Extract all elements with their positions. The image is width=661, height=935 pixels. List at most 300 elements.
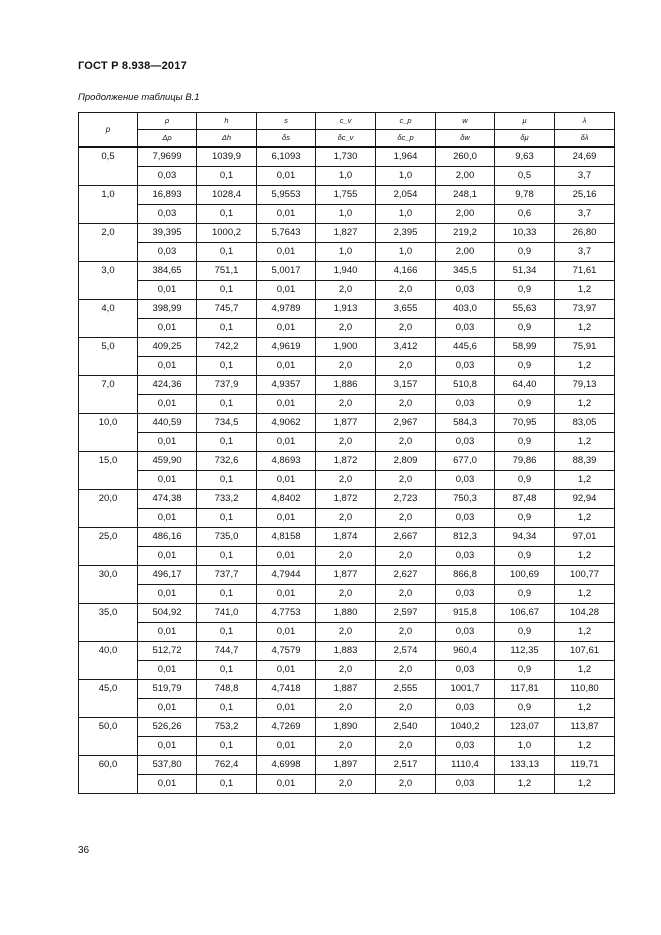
value-cell: 100,69 bbox=[495, 566, 555, 585]
pressure-cell: 7,0 bbox=[79, 376, 138, 395]
uncertainty-cell: 1,2 bbox=[555, 357, 615, 376]
table-row bbox=[79, 566, 615, 585]
value-cell: 3,412 bbox=[376, 338, 436, 357]
uncertainty-cell: 0,03 bbox=[436, 433, 495, 452]
uncertainty-cell: 0,01 bbox=[257, 471, 316, 490]
header-uncertainty: δw bbox=[436, 130, 495, 148]
value-cell: 1,886 bbox=[316, 376, 376, 395]
value-cell: 5,7643 bbox=[257, 224, 316, 243]
header-uncertainty: δμ bbox=[495, 130, 555, 148]
uncertainty-cell: 0,01 bbox=[138, 775, 197, 794]
uncertainty-cell: 1,0 bbox=[376, 167, 436, 186]
uncertainty-cell: 0,01 bbox=[138, 433, 197, 452]
uncertainty-cell: 0,03 bbox=[436, 395, 495, 414]
value-cell: 1,890 bbox=[316, 718, 376, 737]
value-cell: 55,63 bbox=[495, 300, 555, 319]
uncertainty-cell: 0,01 bbox=[257, 357, 316, 376]
uncertainty-cell: 2,0 bbox=[376, 737, 436, 756]
uncertainty-cell: 0,9 bbox=[495, 661, 555, 680]
pressure-cell-empty bbox=[79, 547, 138, 566]
uncertainty-cell: 1,2 bbox=[555, 585, 615, 604]
table-row-uncertainty bbox=[79, 167, 615, 186]
uncertainty-cell: 1,0 bbox=[495, 737, 555, 756]
value-cell: 2,809 bbox=[376, 452, 436, 471]
pressure-cell: 40,0 bbox=[79, 642, 138, 661]
uncertainty-cell: 0,01 bbox=[257, 243, 316, 262]
value-cell: 6,1093 bbox=[257, 147, 316, 167]
header-uncertainty: Δh bbox=[197, 130, 257, 148]
table-row bbox=[79, 718, 615, 737]
uncertainty-cell: 0,01 bbox=[138, 509, 197, 528]
uncertainty-cell: 3,7 bbox=[555, 167, 615, 186]
value-cell: 3,655 bbox=[376, 300, 436, 319]
table-row-uncertainty bbox=[79, 395, 615, 414]
pressure-cell-empty bbox=[79, 357, 138, 376]
uncertainty-cell: 3,7 bbox=[555, 205, 615, 224]
uncertainty-cell: 2,0 bbox=[376, 471, 436, 490]
table-row-uncertainty bbox=[79, 357, 615, 376]
value-cell: 1,964 bbox=[376, 147, 436, 167]
uncertainty-cell: 0,9 bbox=[495, 509, 555, 528]
uncertainty-cell: 1,2 bbox=[555, 471, 615, 490]
value-cell: 87,48 bbox=[495, 490, 555, 509]
value-cell: 119,71 bbox=[555, 756, 615, 775]
value-cell: 4,7269 bbox=[257, 718, 316, 737]
value-cell: 737,9 bbox=[197, 376, 257, 395]
table-row-uncertainty bbox=[79, 471, 615, 490]
header-quantity: w bbox=[436, 113, 495, 130]
uncertainty-cell: 2,0 bbox=[316, 509, 376, 528]
value-cell: 424,36 bbox=[138, 376, 197, 395]
value-cell: 2,574 bbox=[376, 642, 436, 661]
uncertainty-cell: 1,2 bbox=[555, 547, 615, 566]
uncertainty-cell: 0,01 bbox=[257, 433, 316, 452]
value-cell: 735,0 bbox=[197, 528, 257, 547]
table-row bbox=[79, 490, 615, 509]
table-row-uncertainty bbox=[79, 661, 615, 680]
pressure-cell: 3,0 bbox=[79, 262, 138, 281]
uncertainty-cell: 1,2 bbox=[555, 433, 615, 452]
value-cell: 5,9553 bbox=[257, 186, 316, 205]
uncertainty-cell: 1,0 bbox=[376, 205, 436, 224]
value-cell: 133,13 bbox=[495, 756, 555, 775]
value-cell: 100,77 bbox=[555, 566, 615, 585]
value-cell: 51,34 bbox=[495, 262, 555, 281]
value-cell: 409,25 bbox=[138, 338, 197, 357]
uncertainty-cell: 0,9 bbox=[495, 357, 555, 376]
value-cell: 4,7753 bbox=[257, 604, 316, 623]
pressure-cell: 45,0 bbox=[79, 680, 138, 699]
value-cell: 753,2 bbox=[197, 718, 257, 737]
value-cell: 39,395 bbox=[138, 224, 197, 243]
uncertainty-cell: 2,0 bbox=[316, 357, 376, 376]
uncertainty-cell: 0,01 bbox=[138, 319, 197, 338]
uncertainty-cell: 0,9 bbox=[495, 547, 555, 566]
value-cell: 3,157 bbox=[376, 376, 436, 395]
uncertainty-cell: 1,2 bbox=[555, 699, 615, 718]
uncertainty-cell: 2,0 bbox=[316, 775, 376, 794]
uncertainty-cell: 2,0 bbox=[376, 357, 436, 376]
value-cell: 5,0017 bbox=[257, 262, 316, 281]
uncertainty-cell: 0,1 bbox=[197, 471, 257, 490]
uncertainty-cell: 0,1 bbox=[197, 357, 257, 376]
uncertainty-cell: 0,03 bbox=[436, 623, 495, 642]
value-cell: 812,3 bbox=[436, 528, 495, 547]
table-row-uncertainty bbox=[79, 623, 615, 642]
value-cell: 4,6998 bbox=[257, 756, 316, 775]
uncertainty-cell: 2,0 bbox=[376, 547, 436, 566]
header-uncertainty: Δρ bbox=[138, 130, 197, 148]
value-cell: 734,5 bbox=[197, 414, 257, 433]
header-quantity: ρ bbox=[138, 113, 197, 130]
table-row-uncertainty bbox=[79, 547, 615, 566]
value-cell: 83,05 bbox=[555, 414, 615, 433]
value-cell: 445,6 bbox=[436, 338, 495, 357]
table-row bbox=[79, 224, 615, 243]
pressure-cell: 0,5 bbox=[79, 147, 138, 167]
value-cell: 1,874 bbox=[316, 528, 376, 547]
uncertainty-cell: 0,03 bbox=[436, 471, 495, 490]
table-row bbox=[79, 680, 615, 699]
pressure-cell: 10,0 bbox=[79, 414, 138, 433]
value-cell: 4,9619 bbox=[257, 338, 316, 357]
header-quantity: s bbox=[257, 113, 316, 130]
uncertainty-cell: 0,9 bbox=[495, 395, 555, 414]
value-cell: 748,8 bbox=[197, 680, 257, 699]
value-cell: 1,940 bbox=[316, 262, 376, 281]
value-cell: 1000,2 bbox=[197, 224, 257, 243]
table-row-uncertainty bbox=[79, 205, 615, 224]
value-cell: 750,3 bbox=[436, 490, 495, 509]
table-row-uncertainty bbox=[79, 509, 615, 528]
pressure-cell-empty bbox=[79, 509, 138, 528]
uncertainty-cell: 0,03 bbox=[436, 775, 495, 794]
table-row-uncertainty bbox=[79, 433, 615, 452]
uncertainty-cell: 0,01 bbox=[257, 737, 316, 756]
value-cell: 510,8 bbox=[436, 376, 495, 395]
uncertainty-cell: 0,01 bbox=[257, 699, 316, 718]
value-cell: 1,730 bbox=[316, 147, 376, 167]
uncertainty-cell: 0,1 bbox=[197, 585, 257, 604]
uncertainty-cell: 0,01 bbox=[257, 509, 316, 528]
uncertainty-cell: 0,9 bbox=[495, 699, 555, 718]
value-cell: 2,667 bbox=[376, 528, 436, 547]
value-cell: 403,0 bbox=[436, 300, 495, 319]
uncertainty-cell: 0,01 bbox=[138, 471, 197, 490]
pressure-cell-empty bbox=[79, 205, 138, 224]
value-cell: 1,877 bbox=[316, 566, 376, 585]
table-row bbox=[79, 414, 615, 433]
uncertainty-cell: 2,0 bbox=[316, 547, 376, 566]
value-cell: 2,540 bbox=[376, 718, 436, 737]
value-cell: 537,80 bbox=[138, 756, 197, 775]
uncertainty-cell: 2,00 bbox=[436, 205, 495, 224]
value-cell: 2,597 bbox=[376, 604, 436, 623]
table-row bbox=[79, 604, 615, 623]
uncertainty-cell: 1,2 bbox=[555, 623, 615, 642]
uncertainty-cell: 0,03 bbox=[436, 737, 495, 756]
uncertainty-cell: 0,9 bbox=[495, 243, 555, 262]
uncertainty-cell: 0,9 bbox=[495, 585, 555, 604]
table-row-uncertainty bbox=[79, 585, 615, 604]
uncertainty-cell: 0,01 bbox=[257, 775, 316, 794]
uncertainty-cell: 0,1 bbox=[197, 509, 257, 528]
pressure-cell: 2,0 bbox=[79, 224, 138, 243]
value-cell: 4,8402 bbox=[257, 490, 316, 509]
value-cell: 915,8 bbox=[436, 604, 495, 623]
value-cell: 1,755 bbox=[316, 186, 376, 205]
table-row-uncertainty bbox=[79, 281, 615, 300]
pressure-cell-empty bbox=[79, 243, 138, 262]
uncertainty-cell: 1,0 bbox=[316, 243, 376, 262]
value-cell: 2,517 bbox=[376, 756, 436, 775]
uncertainty-cell: 0,01 bbox=[257, 281, 316, 300]
value-cell: 1028,4 bbox=[197, 186, 257, 205]
pressure-cell: 15,0 bbox=[79, 452, 138, 471]
uncertainty-cell: 1,2 bbox=[495, 775, 555, 794]
value-cell: 742,2 bbox=[197, 338, 257, 357]
table-row bbox=[79, 338, 615, 357]
uncertainty-cell: 1,2 bbox=[555, 319, 615, 338]
pressure-cell: 20,0 bbox=[79, 490, 138, 509]
uncertainty-cell: 0,03 bbox=[436, 319, 495, 338]
table-row bbox=[79, 756, 615, 775]
uncertainty-cell: 0,1 bbox=[197, 699, 257, 718]
value-cell: 94,34 bbox=[495, 528, 555, 547]
value-cell: 745,7 bbox=[197, 300, 257, 319]
value-cell: 2,555 bbox=[376, 680, 436, 699]
uncertainty-cell: 0,01 bbox=[257, 661, 316, 680]
table-row-uncertainty bbox=[79, 319, 615, 338]
uncertainty-cell: 0,01 bbox=[138, 623, 197, 642]
value-cell: 70,95 bbox=[495, 414, 555, 433]
uncertainty-cell: 2,0 bbox=[376, 433, 436, 452]
header-quantity: h bbox=[197, 113, 257, 130]
pressure-cell-empty bbox=[79, 775, 138, 794]
value-cell: 512,72 bbox=[138, 642, 197, 661]
uncertainty-cell: 2,00 bbox=[436, 167, 495, 186]
value-cell: 7,9699 bbox=[138, 147, 197, 167]
uncertainty-cell: 0,01 bbox=[138, 699, 197, 718]
uncertainty-cell: 1,0 bbox=[316, 167, 376, 186]
header-quantity: c_v bbox=[316, 113, 376, 130]
uncertainty-cell: 0,6 bbox=[495, 205, 555, 224]
uncertainty-cell: 0,1 bbox=[197, 395, 257, 414]
uncertainty-cell: 0,03 bbox=[436, 585, 495, 604]
header-quantity: λ bbox=[555, 113, 615, 130]
value-cell: 79,86 bbox=[495, 452, 555, 471]
table-row-uncertainty bbox=[79, 699, 615, 718]
value-cell: 71,61 bbox=[555, 262, 615, 281]
uncertainty-cell: 0,03 bbox=[436, 699, 495, 718]
uncertainty-cell: 0,1 bbox=[197, 775, 257, 794]
uncertainty-cell: 1,2 bbox=[555, 395, 615, 414]
uncertainty-cell: 0,01 bbox=[257, 205, 316, 224]
properties-table bbox=[78, 112, 615, 794]
uncertainty-cell: 0,03 bbox=[138, 167, 197, 186]
uncertainty-cell: 2,0 bbox=[316, 395, 376, 414]
value-cell: 117,81 bbox=[495, 680, 555, 699]
value-cell: 519,79 bbox=[138, 680, 197, 699]
pressure-cell: 25,0 bbox=[79, 528, 138, 547]
header-quantity: c_p bbox=[376, 113, 436, 130]
value-cell: 1040,2 bbox=[436, 718, 495, 737]
value-cell: 24,69 bbox=[555, 147, 615, 167]
value-cell: 73,97 bbox=[555, 300, 615, 319]
value-cell: 88,39 bbox=[555, 452, 615, 471]
uncertainty-cell: 2,0 bbox=[376, 319, 436, 338]
page-number: 36 bbox=[78, 845, 90, 856]
uncertainty-cell: 0,9 bbox=[495, 281, 555, 300]
value-cell: 10,33 bbox=[495, 224, 555, 243]
value-cell: 1110,4 bbox=[436, 756, 495, 775]
pressure-cell: 60,0 bbox=[79, 756, 138, 775]
value-cell: 486,16 bbox=[138, 528, 197, 547]
uncertainty-cell: 0,01 bbox=[257, 167, 316, 186]
uncertainty-cell: 2,0 bbox=[316, 699, 376, 718]
uncertainty-cell: 2,0 bbox=[376, 699, 436, 718]
value-cell: 92,94 bbox=[555, 490, 615, 509]
uncertainty-cell: 2,00 bbox=[436, 243, 495, 262]
table-row-uncertainty bbox=[79, 243, 615, 262]
uncertainty-cell: 0,01 bbox=[138, 661, 197, 680]
value-cell: 4,9789 bbox=[257, 300, 316, 319]
uncertainty-cell: 2,0 bbox=[376, 281, 436, 300]
value-cell: 1,880 bbox=[316, 604, 376, 623]
value-cell: 9,63 bbox=[495, 147, 555, 167]
header-p: p bbox=[79, 113, 138, 148]
value-cell: 584,3 bbox=[436, 414, 495, 433]
table-row bbox=[79, 452, 615, 471]
uncertainty-cell: 0,1 bbox=[197, 623, 257, 642]
uncertainty-cell: 0,01 bbox=[257, 585, 316, 604]
uncertainty-cell: 1,2 bbox=[555, 509, 615, 528]
uncertainty-cell: 0,03 bbox=[436, 281, 495, 300]
value-cell: 398,99 bbox=[138, 300, 197, 319]
uncertainty-cell: 2,0 bbox=[316, 737, 376, 756]
value-cell: 4,9357 bbox=[257, 376, 316, 395]
value-cell: 751,1 bbox=[197, 262, 257, 281]
value-cell: 459,90 bbox=[138, 452, 197, 471]
table-row-uncertainty bbox=[79, 737, 615, 756]
value-cell: 2,967 bbox=[376, 414, 436, 433]
uncertainty-cell: 0,01 bbox=[257, 395, 316, 414]
value-cell: 107,61 bbox=[555, 642, 615, 661]
pressure-cell: 5,0 bbox=[79, 338, 138, 357]
value-cell: 496,17 bbox=[138, 566, 197, 585]
uncertainty-cell: 0,9 bbox=[495, 319, 555, 338]
table-row bbox=[79, 376, 615, 395]
pressure-cell-empty bbox=[79, 699, 138, 718]
value-cell: 677,0 bbox=[436, 452, 495, 471]
uncertainty-cell: 2,0 bbox=[376, 661, 436, 680]
header-uncertainty: δc_p bbox=[376, 130, 436, 148]
table-row-uncertainty bbox=[79, 775, 615, 794]
pressure-cell: 35,0 bbox=[79, 604, 138, 623]
value-cell: 97,01 bbox=[555, 528, 615, 547]
uncertainty-cell: 0,9 bbox=[495, 433, 555, 452]
value-cell: 1001,7 bbox=[436, 680, 495, 699]
value-cell: 1,872 bbox=[316, 452, 376, 471]
value-cell: 4,7944 bbox=[257, 566, 316, 585]
uncertainty-cell: 2,0 bbox=[316, 623, 376, 642]
value-cell: 1,877 bbox=[316, 414, 376, 433]
table-row bbox=[79, 262, 615, 281]
value-cell: 64,40 bbox=[495, 376, 555, 395]
pressure-cell-empty bbox=[79, 661, 138, 680]
uncertainty-cell: 2,0 bbox=[316, 471, 376, 490]
uncertainty-cell: 0,1 bbox=[197, 661, 257, 680]
uncertainty-cell: 0,1 bbox=[197, 547, 257, 566]
value-cell: 2,627 bbox=[376, 566, 436, 585]
uncertainty-cell: 0,01 bbox=[257, 623, 316, 642]
value-cell: 1,883 bbox=[316, 642, 376, 661]
uncertainty-cell: 1,2 bbox=[555, 661, 615, 680]
pressure-cell: 1,0 bbox=[79, 186, 138, 205]
value-cell: 741,0 bbox=[197, 604, 257, 623]
table-row bbox=[79, 147, 615, 167]
value-cell: 4,8158 bbox=[257, 528, 316, 547]
document-title: ГОСТ Р 8.938—2017 bbox=[78, 60, 187, 72]
value-cell: 866,8 bbox=[436, 566, 495, 585]
uncertainty-cell: 0,01 bbox=[138, 547, 197, 566]
uncertainty-cell: 0,01 bbox=[138, 357, 197, 376]
uncertainty-cell: 2,0 bbox=[316, 661, 376, 680]
uncertainty-cell: 2,0 bbox=[376, 775, 436, 794]
uncertainty-cell: 1,2 bbox=[555, 737, 615, 756]
value-cell: 1,827 bbox=[316, 224, 376, 243]
value-cell: 248,1 bbox=[436, 186, 495, 205]
value-cell: 474,38 bbox=[138, 490, 197, 509]
value-cell: 2,723 bbox=[376, 490, 436, 509]
header-uncertainty: δs bbox=[257, 130, 316, 148]
uncertainty-cell: 1,2 bbox=[555, 775, 615, 794]
uncertainty-cell: 0,9 bbox=[495, 471, 555, 490]
value-cell: 1039,9 bbox=[197, 147, 257, 167]
uncertainty-cell: 0,03 bbox=[436, 509, 495, 528]
value-cell: 345,5 bbox=[436, 262, 495, 281]
table-row bbox=[79, 642, 615, 661]
table-row bbox=[79, 528, 615, 547]
value-cell: 25,16 bbox=[555, 186, 615, 205]
value-cell: 16,893 bbox=[138, 186, 197, 205]
uncertainty-cell: 2,0 bbox=[316, 433, 376, 452]
pressure-cell: 30,0 bbox=[79, 566, 138, 585]
value-cell: 2,395 bbox=[376, 224, 436, 243]
value-cell: 219,2 bbox=[436, 224, 495, 243]
value-cell: 123,07 bbox=[495, 718, 555, 737]
uncertainty-cell: 0,01 bbox=[138, 395, 197, 414]
header-uncertainty: δc_v bbox=[316, 130, 376, 148]
value-cell: 4,166 bbox=[376, 262, 436, 281]
value-cell: 737,7 bbox=[197, 566, 257, 585]
value-cell: 1,900 bbox=[316, 338, 376, 357]
value-cell: 26,80 bbox=[555, 224, 615, 243]
value-cell: 384,65 bbox=[138, 262, 197, 281]
value-cell: 960,4 bbox=[436, 642, 495, 661]
uncertainty-cell: 0,9 bbox=[495, 623, 555, 642]
table-row bbox=[79, 186, 615, 205]
pressure-cell-empty bbox=[79, 737, 138, 756]
header-uncertainty: δλ bbox=[555, 130, 615, 148]
pressure-cell-empty bbox=[79, 319, 138, 338]
value-cell: 2,054 bbox=[376, 186, 436, 205]
value-cell: 112,35 bbox=[495, 642, 555, 661]
table-caption: Продолжение таблицы В.1 bbox=[78, 92, 200, 103]
pressure-cell-empty bbox=[79, 167, 138, 186]
uncertainty-cell: 0,01 bbox=[257, 319, 316, 338]
uncertainty-cell: 1,0 bbox=[376, 243, 436, 262]
